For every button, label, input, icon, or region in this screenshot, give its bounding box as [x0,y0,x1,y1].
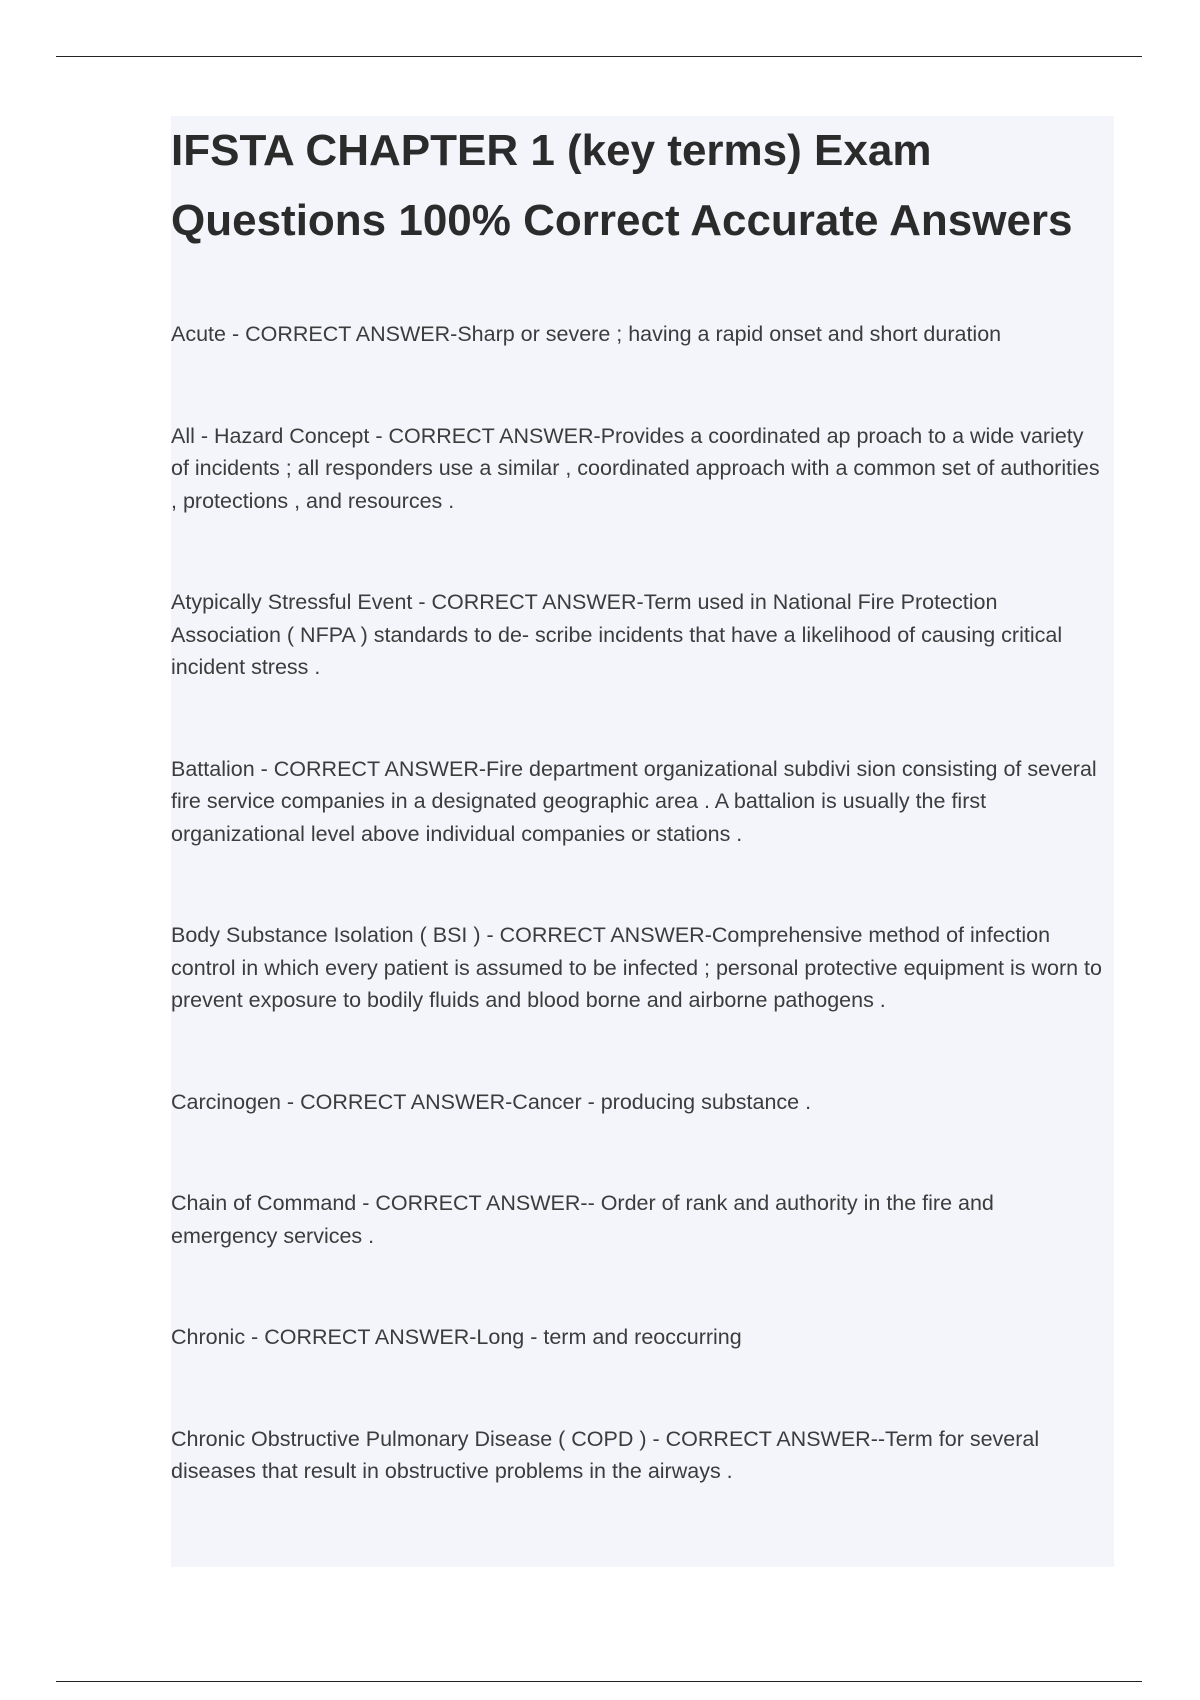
bottom-rule [56,1681,1142,1682]
key-term-entry: Carcinogen - CORRECT ANSWER-Cancer - producing substance . [171,1089,812,1114]
top-rule [56,56,1142,57]
document-body [171,116,1114,1567]
key-term-entry: Chronic Obstructive Pulmonary Disease ( COPD ) - CORRECT ANSWER--Term for several diseases that result in obstructive problems in the airways . [171,1426,1046,1483]
key-term-entry: Chronic - CORRECT ANSWER-Long - term and reoccurring [171,1325,742,1349]
key-term-entry: Chain of Command - CORRECT ANSWER-- Order of rank and authority in the fire and emergency services . [171,1191,1000,1248]
key-terms-list [171,318,1106,1488]
document-title: IFSTA CHAPTER 1 (key terms) Exam Questions 100% Correct Accurate Answers [171,126,1073,245]
key-term-entry: All - Hazard Concept - CORRECT ANSWER-Provides a coordinated ap proach to a wide variety of incidents ; all responders use a similar , coordinated approach with a common set of authorities , protections , and resources . [171,423,1106,513]
key-term-entry: Body Substance Isolation ( BSI ) - CORRECT ANSWER-Comprehensive method of infection control in which every patient is assumed to be infected ; personal protective equipment is worn to prevent exposure to bodily fluids and blood borne and airborne pathogens . [171,923,1108,1012]
key-term-entry: Battalion - CORRECT ANSWER-Fire department organizational subdivi sion consisting of several fire service companies in a designated geographic area . A battalion is usually the first organizational level above individual companies or stations . [171,756,1103,846]
key-term-entry: Atypically Stressful Event - CORRECT ANSWER-Term used in National Fire Protection Association ( NFPA ) standards to de- scribe incidents that have a likelihood of causing critical incident stress . [171,590,1069,679]
key-term-entry: Acute - CORRECT ANSWER-Sharp or severe ; having a rapid onset and short duration [171,322,1002,346]
